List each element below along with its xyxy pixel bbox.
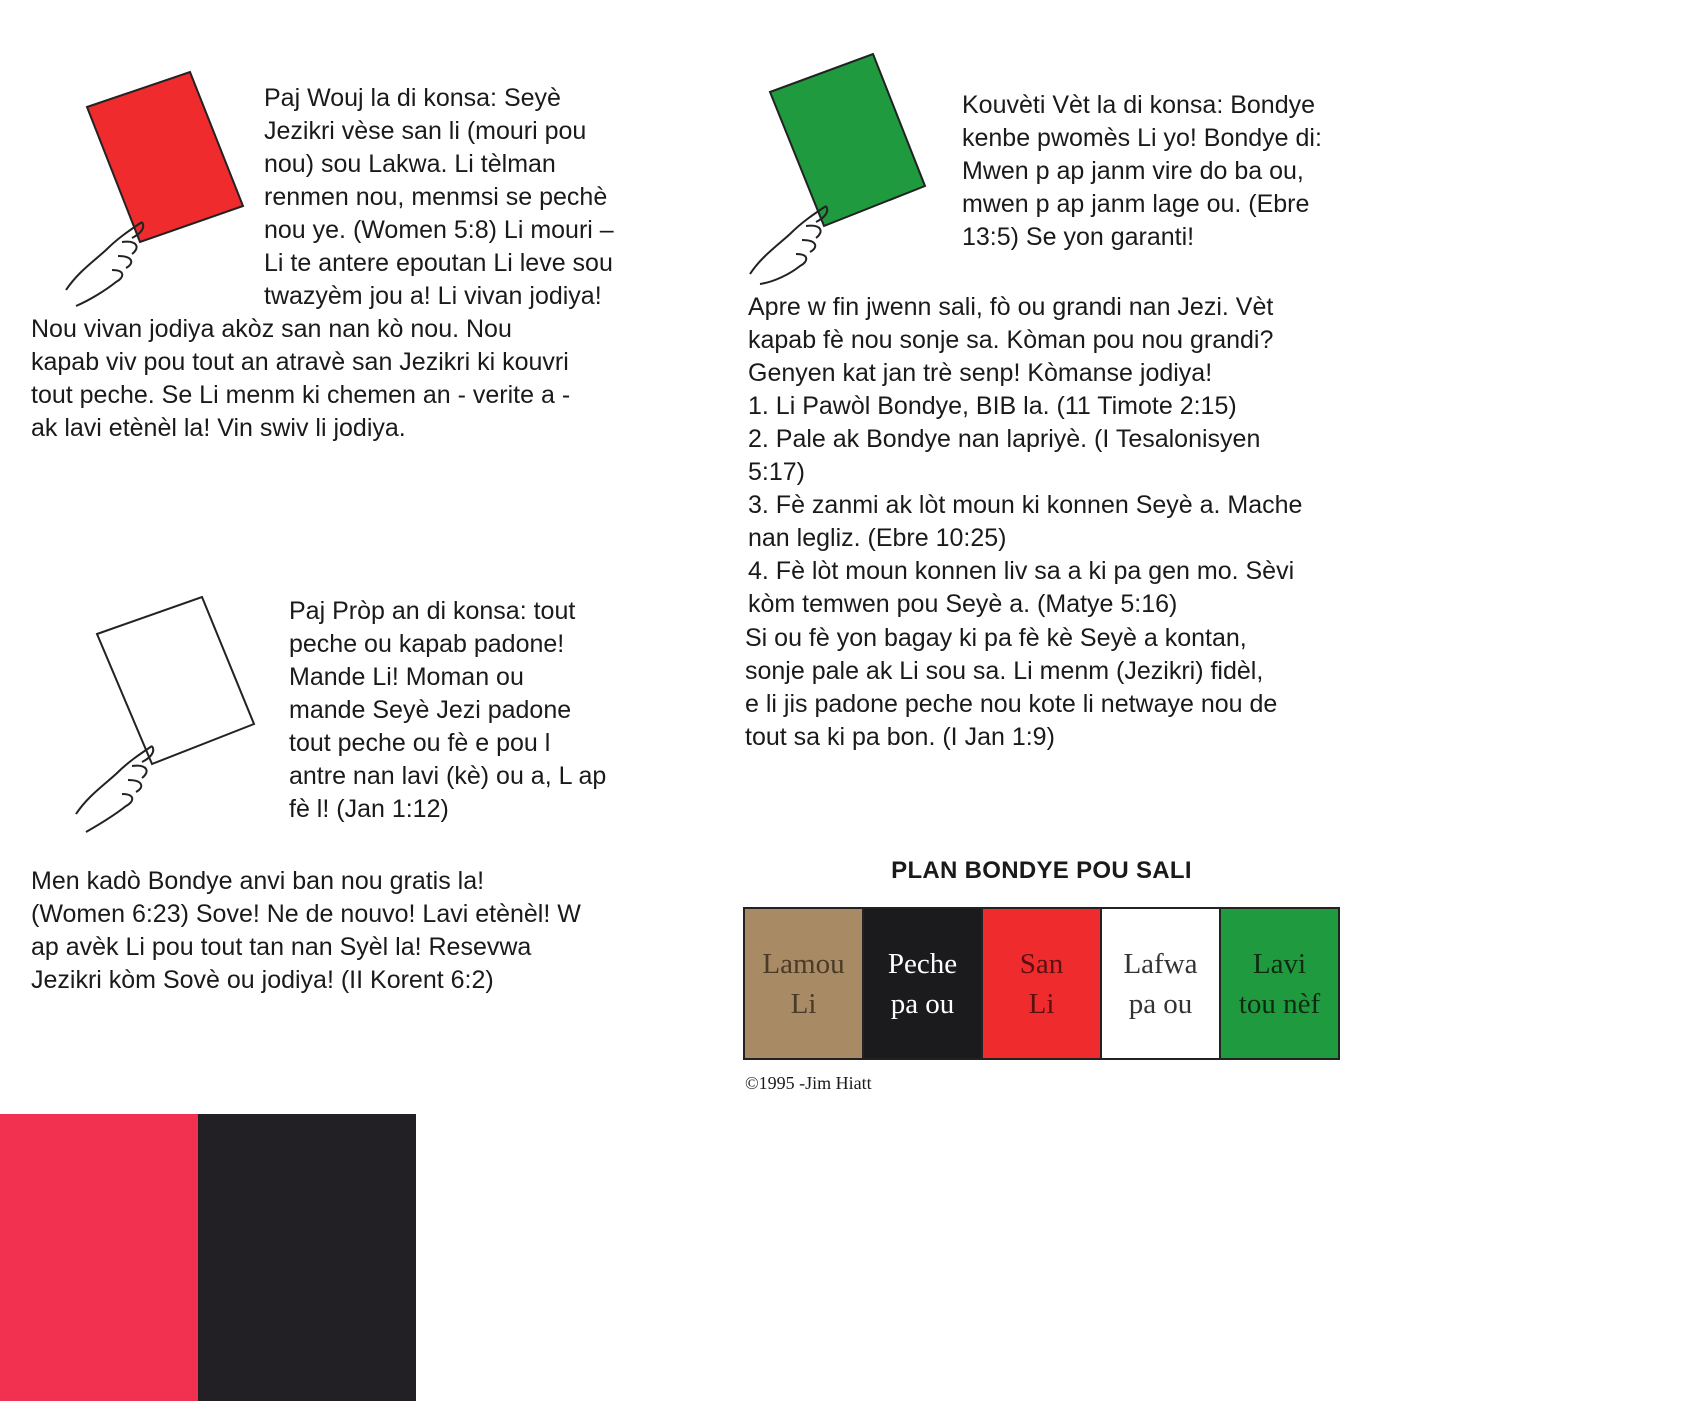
text-line: tout peche. Se Li menm ki chemen an - verite a -	[31, 381, 571, 409]
plan-title: PLAN BONDYE POU SALI	[891, 857, 1192, 884]
grow-section-intro	[748, 291, 1353, 390]
text-line: Jezikri kòm Sovè ou jodiya! (II Korent 6:2)	[31, 966, 494, 994]
gift-section-text	[31, 865, 641, 997]
green-section-text	[962, 89, 1353, 254]
text-line: Jezikri vèse san li (mouri pou	[264, 117, 587, 145]
text-line: twazyèm jou a! Li vivan jodiya!	[264, 282, 602, 310]
red-section-text	[264, 82, 641, 313]
text-line: Mwen p ap janm vire do ba ou,	[962, 157, 1304, 185]
list-item: kòm temwen pou Seyè a. (Matye 5:16)	[748, 590, 1178, 618]
list-item: 1. Li Pawòl Bondye, BIB la. (11 Timote 2:15)	[748, 392, 1237, 420]
text-line: kapab fè nou sonje sa. Kòman pou nou grandi?	[748, 326, 1274, 354]
black-swatch	[198, 1114, 416, 1401]
text-line: tout sa ki pa bon. (I Jan 1:9)	[745, 723, 1055, 751]
text-line: nou ye. (Women 5:8) Li mouri –	[264, 216, 614, 244]
text-line: Paj Wouj la di konsa: Seyè	[264, 84, 561, 112]
text-line: Mande Li! Moman ou	[289, 663, 524, 691]
text-line: antre nan lavi (kè) ou a, L ap	[289, 762, 607, 790]
text-line: ap avèk Li pou tout tan nan Syèl la! Resevwa	[31, 933, 532, 961]
text-line: Si ou fè yon bagay ki pa fè kè Seyè a kontan,	[745, 624, 1247, 652]
text-line: fè l! (Jan 1:12)	[289, 795, 449, 823]
red-swatch	[0, 1114, 198, 1401]
text-line: Men kadò Bondye anvi ban nou gratis la!	[31, 867, 485, 895]
hand-icon	[66, 222, 143, 306]
list-item: 5:17)	[748, 458, 805, 486]
plan-cell-san	[983, 909, 1102, 1058]
text-line: ak lavi etènèl la! Vin swiv li jodiya.	[31, 414, 406, 442]
plan-cell-line1: Lafwa	[1123, 947, 1198, 980]
text-line: renmen nou, menmsi se pechè	[264, 183, 608, 211]
green-card	[770, 54, 925, 226]
list-item: 2. Pale ak Bondye nan lapriyè. (I Tesalonisyen	[748, 425, 1261, 453]
text-line: mwen p ap janm lage ou. (Ebre	[962, 190, 1310, 218]
text-line: Nou vivan jodiya akòz san nan kò nou. Nou	[31, 315, 512, 343]
plan-cell-line1: Peche	[887, 947, 958, 980]
text-line: Paj Pròp an di konsa: tout	[289, 597, 576, 625]
list-item: 3. Fè zanmi ak lòt moun ki konnen Seyè a. Mache	[748, 491, 1303, 519]
plan-cell-line2: Li	[1028, 987, 1055, 1020]
text-line: 13:5) Se yon garanti!	[962, 223, 1195, 251]
list-item: 4. Fè lòt moun konnen liv sa a ki pa gen mo. Sèvi	[748, 557, 1295, 585]
red-card-hand-illustration	[60, 62, 250, 307]
plan-cell-line2: pa ou	[890, 987, 955, 1020]
plan-cell-lafwa	[1102, 909, 1221, 1058]
text-line: peche ou kapab padone!	[289, 630, 565, 658]
green-card-hand-illustration	[745, 50, 935, 285]
text-line: kenbe pwomès Li yo! Bondye di:	[962, 124, 1322, 152]
plan-cell-line1: Lamou	[762, 947, 845, 980]
text-line: tout peche ou fè e pou l	[289, 729, 551, 757]
white-card-hand-illustration	[70, 592, 260, 837]
text-line: nou) sou Lakwa. Li tèlman	[264, 150, 556, 178]
plan-cell-lamou	[745, 909, 864, 1058]
plan-cell-peche	[864, 909, 983, 1058]
text-line: sonje pale ak Li sou sa. Li menm (Jezikri) fidèl,	[745, 657, 1264, 685]
plan-cell-line1: Lavi	[1252, 947, 1307, 980]
white-section-text	[289, 595, 641, 826]
plan-cell-line1: San	[1019, 947, 1064, 980]
text-line: Li te antere epoutan Li leve sou	[264, 249, 613, 277]
plan-cell-line2: pa ou	[1128, 987, 1193, 1020]
grow-steps-list	[748, 390, 1353, 621]
color-plan-strip	[743, 907, 1340, 1060]
plan-cell-lavi	[1221, 909, 1338, 1058]
text-line: Apre w fin jwenn sali, fò ou grandi nan Jezi. Vèt	[748, 293, 1274, 321]
text-line: mande Seyè Jezi padone	[289, 696, 572, 724]
hand-icon	[76, 746, 153, 832]
text-line: Genyen kat jan trè senp! Kòmanse jodiya!	[748, 359, 1213, 387]
copyright: ©1995 -Jim Hiatt	[745, 1073, 872, 1093]
text-line: kapab viv pou tout an atravè san Jezikri ki kouvri	[31, 348, 569, 376]
hand-icon	[750, 206, 827, 284]
grow-section-closing	[745, 622, 1353, 754]
red-card	[87, 72, 243, 242]
text-line: e li jis padone peche nou kote li netwaye nou de	[745, 690, 1278, 718]
plan-cell-line2: tou nèf	[1238, 987, 1321, 1020]
text-line: (Women 6:23) Sove! Ne de nouvo! Lavi etènèl! W	[31, 900, 581, 928]
red-section-text-continued	[31, 313, 641, 445]
plan-cell-line2: Li	[790, 987, 817, 1020]
list-item: nan legliz. (Ebre 10:25)	[748, 524, 1007, 552]
white-card	[97, 597, 254, 764]
text-line: Kouvèti Vèt la di konsa: Bondye	[962, 91, 1316, 119]
